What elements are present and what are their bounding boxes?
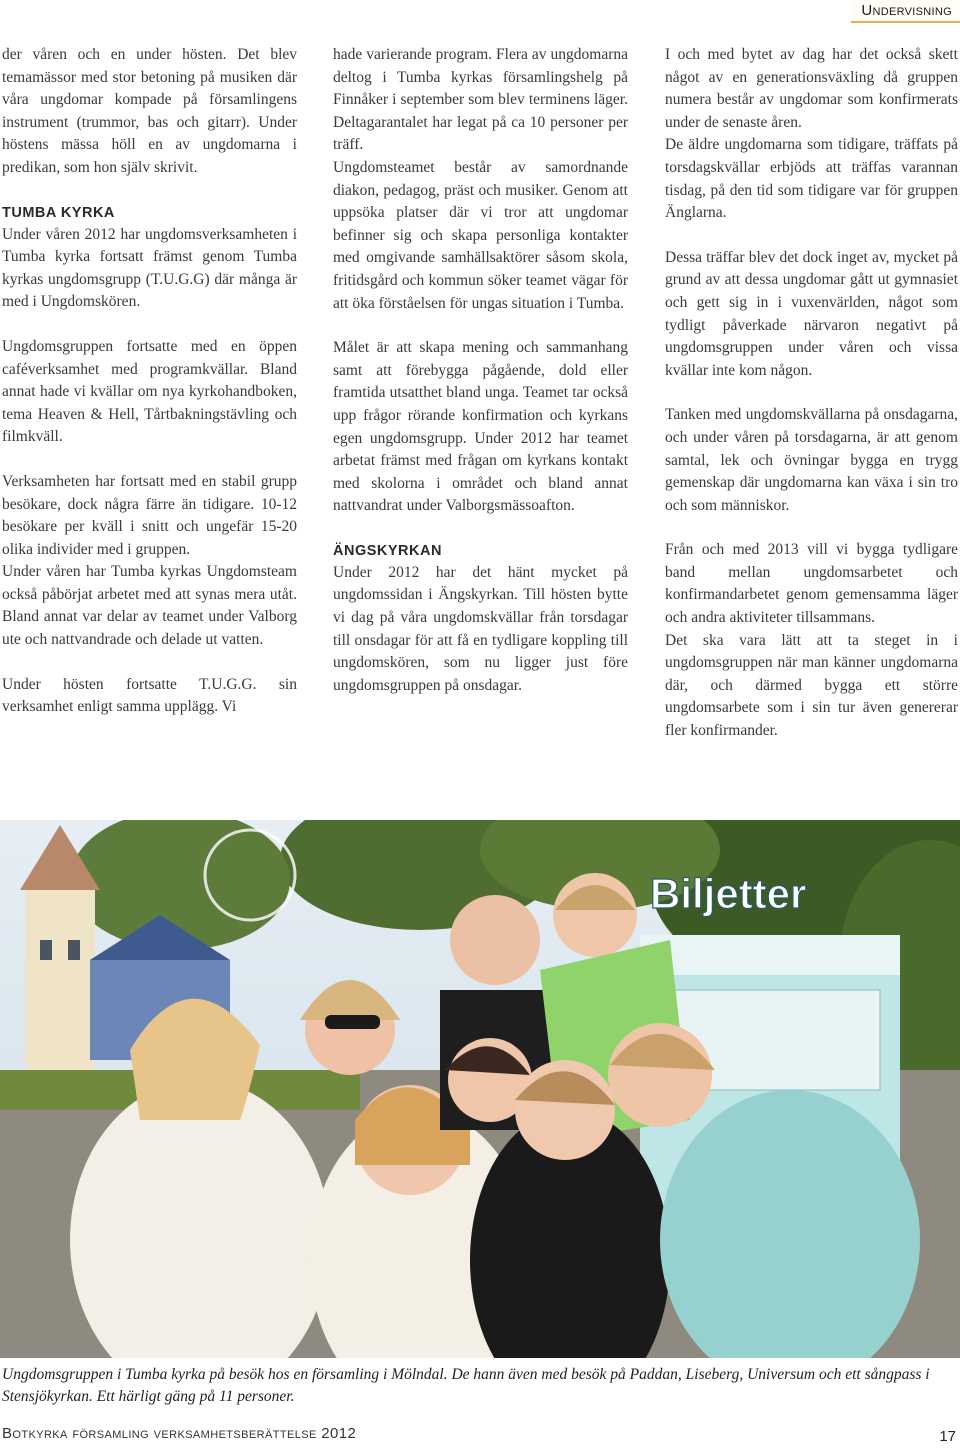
text-column-3 xyxy=(665,44,958,765)
paragraph: Ungdomsgruppen fortsatte med en öppen caféverksamhet med programkvällar. Bland annat hade vi kvällar om nya kyrkohandboken, tema Heaven & Hell, Tårtbakningstävling och filmkväll. xyxy=(2,337,297,446)
section-header-label: Undervisning xyxy=(851,0,960,23)
paragraph: Under 2012 har det hänt mycket på ungdomssidan i Ängskyrkan. Till hösten bytte vi dag på våra ungdomskvällar från torsdagar till onsdagar för att få en tydligare koppling till ungdomskören, som nu ligger just före ungdomsgruppen på onsdagar. xyxy=(333,563,628,694)
photo-caption: Ungdomsgruppen i Tumba kyrka på besök hos en församling i Mölndal. De hann även med besök på Paddan, Liseberg, Universum och ett sångpass i Stensjökyrkan. Ett härligt gäng på 11 personer. xyxy=(2,1366,930,1405)
footer-title: Botkyrka församling verksamhetsberättelse 2012 xyxy=(2,1425,357,1442)
paragraph: Under våren har Tumba kyrkas Ungdomsteam också påbörjat arbetet med att synas mera utåt. Bland annat var delar av teamet under Valborg ute och nattvandrade och delade ut vatten. xyxy=(2,563,297,649)
section-heading-tumba: TUMBA KYRKA xyxy=(2,204,115,221)
paragraph: Tanken med ungdomskvällarna på onsdagarna, och under våren på torsdagarna, är att genom samtal, lek och övningar bygga en trygg gemenskap där ungdomarna kan växa i sin tro och som människor. xyxy=(665,406,958,514)
paragraph: Målet är att skapa mening och sammanhang samt att förebygga pågående, dold eller framtida utsatthet bland unga. Teamet tar också upp frågor rörande konfirmation och kyrkans egen ungdomsgrupp. Under 2012 har teamet arbetat främst med frågan om kyrkans kontakt med skolorna i området och bland annat nattvandrat under Valborgsmässoafton. xyxy=(333,339,628,515)
paragraph: Ungdomsteamet består av samordnande diakon, pedagog, präst och musiker. Genom att uppsöka platser där vi tror att ungdomar befinner sig och skapa personliga kontakter med omgivande samhällsaktörer såsom skola, fritidsgård och kommun söker teamet vägar för att öka förståelsen för ungas situation i Tumba. xyxy=(333,158,628,312)
paragraph: Under våren 2012 har ungdomsverksamheten i Tumba kyrka fortsatt främst genom Tumba kyrkas ungdomsgrupp (T.U.G.G) där många är med i Ungdomskören. xyxy=(2,225,297,311)
paragraph: Dessa träffar blev det dock inget av, mycket på grund av att dessa ungdomar gått ut gymnasiet och gett sig in i vuxenvärlden, något som tydligt påverkade närvaron negativt på ungdomsgruppen under våren och vissa kvällar inte kom någon. xyxy=(665,248,958,379)
text-column-2 xyxy=(333,44,628,719)
paragraph: De äldre ungdomarna som tidigare, träffats på torsdagskvällar erbjöds att träffas varannan tisdag, på den tid som tidigare var för gruppen Änglarna. xyxy=(665,136,958,222)
group-photo xyxy=(0,820,960,1358)
paragraph: I och med bytet av dag har det också skett något av en generationsväxling då gruppen numera består av ungdomar som konfirmerats under de senaste åren. xyxy=(665,46,958,131)
paragraph: der våren och en under hösten. Det blev temamässor med stor betoning på musiken där våra ungdomar kompade på församlingens instrument (trummor, bas och gitarr). Under höstens mässa höll en av ungdomarna i predikan, som hon själv skrivit. xyxy=(2,46,297,176)
paragraph: Det ska vara lätt att ta steget in i ungdomsgruppen när man känner ungdomarna där, och därmed bygga ett större ungdomsarbete som i sin tur även genererar fler konfirmander. xyxy=(665,631,958,740)
section-heading-angskyrkan: ÄNGSKYRKAN xyxy=(333,542,442,559)
paragraph: Under hösten fortsatte T.U.G.G. sin verksamhet enligt samma upplägg. Vi xyxy=(2,675,297,716)
paragraph: Verksamheten har fortsatt med en stabil grupp besökare, dock några färre än tidigare. 10-12 besökare per kväll i snitt och ungefär 15-20 olika individer med i gruppen. xyxy=(2,472,297,558)
kiosk-sign: Biljetter xyxy=(650,870,807,917)
group-photo-illustration xyxy=(0,820,960,1358)
paragraph: hade varierande program. Flera av ungdomarna deltog i Tumba kyrkas församlingshelg på Finnåker i september som blev terminens läger. Deltagarantalet har legat på ca 10 personer per träff. xyxy=(333,46,628,154)
paragraph: Från och med 2013 vill vi bygga tydligare band mellan ungdomsarbetet och konfirmandarbetet genom gemensamma läger och andra aktiviteter tillsammans. xyxy=(665,541,958,627)
text-column-1 xyxy=(2,44,297,741)
page-number: 17 xyxy=(939,1428,956,1445)
